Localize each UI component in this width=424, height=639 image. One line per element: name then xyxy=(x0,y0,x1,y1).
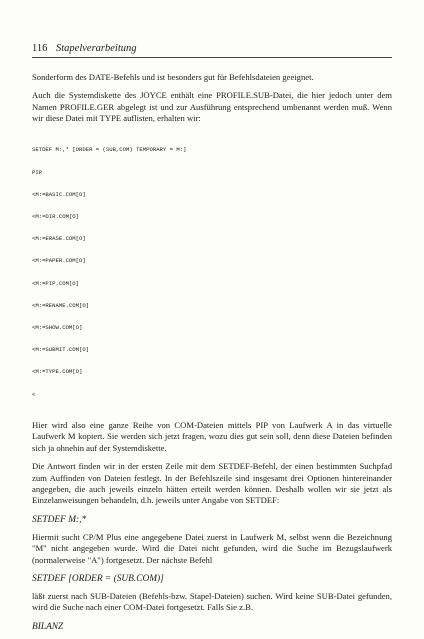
code-line: < xyxy=(32,390,36,398)
command-heading: SETDEF M:,* xyxy=(32,514,87,525)
code-line: <M:=RENAME.COM[O] xyxy=(32,301,90,309)
paragraph: Hiermit sucht CP/M Plus eine angegebene Datei zuerst in Laufwerk M, selbst wenn die Bezeichnung "M" nicht angegeben wurde. Wird die Datei nicht gefunden, wird die Suche im Bezugslaufwerk (normalerweise "A") fortgesetzt. Der nächste Befehl xyxy=(32,531,392,565)
paragraph: Sonderform des DATE-Befehls und ist besonders gut für Befehlsdateien geeignet. xyxy=(32,72,314,82)
code-line: <M:=BASIC.COM[O] xyxy=(32,190,86,198)
paragraph: Die Antwort finden wir in der ersten Zeile mit dem SETDEF-Befehl, der einen bestimmten Suchpfad zum Auffinden von Dateien festlegt. In der Befehlszeile sind insgesamt drei Optionen hintereinander angegeben, die auch jeweils einzeln hätten erteilt werden können. Deshalb wollen wir sie jetzt als Einzelanweisungen behandeln, d.h. jeweils unter Angabe von SETDEF: xyxy=(32,461,392,506)
code-line: <M:=SUBMIT.COM[O] xyxy=(32,346,90,354)
code-line: <M:=DIR.COM[O] xyxy=(32,213,79,221)
section-heading: BILANZ xyxy=(32,621,64,632)
header-rule xyxy=(32,57,392,58)
paragraph: läßt zuerst nach SUB-Dateien (Befehls-bzw. Stapel-Dateien) suchen. Wird keine SUB-Datei gefunden, wird die Suche nach einer COM-Datei fortgesetzt. Falls Sie z.B. xyxy=(32,590,392,613)
code-listing xyxy=(32,132,392,413)
body-text xyxy=(32,72,392,639)
code-line: <M:=SHOW.COM[O] xyxy=(32,324,83,332)
page-number: 116 xyxy=(32,43,48,54)
command-heading: SETDEF [ORDER = (SUB.COM)] xyxy=(32,573,164,584)
paragraph: Auch die Systemdiskette des JOYCE enthält eine PROFILE.SUB-Datei, die hier jedoch unter dem Namen PROFILE.GER abgelegt ist und zur Ausführung entsprechend umbenannt werden muß. Wenn wir diese Datei mit TYPE auflisten, erhalten wir: xyxy=(32,90,392,124)
code-line: <M:=ERASE.COM[O] xyxy=(32,235,86,243)
code-line: <M:=PIP.COM[O] xyxy=(32,279,79,287)
paragraph: Hier wird also eine ganze Reihe von COM-Dateien mittels PIP von Laufwerk A in das virtuelle Laufwerk M kopiert. Sie werden sich jetzt fragen, wozu dies gut sein soll, denn diese Dateien befinden sich ja ohnehin auf der Systemdiskette. xyxy=(32,419,392,453)
code-line: SETDEF M:,* [ORDER = (SUB,COM) TEMPORARY = M:] xyxy=(32,146,187,154)
running-title: Stapelverarbeitung xyxy=(56,43,137,54)
code-line: <M:=PAPER.COM[O] xyxy=(32,257,86,265)
page-header xyxy=(32,42,392,56)
code-line: <M:=TYPE.COM[O] xyxy=(32,368,83,376)
code-line: PIP xyxy=(32,168,43,176)
